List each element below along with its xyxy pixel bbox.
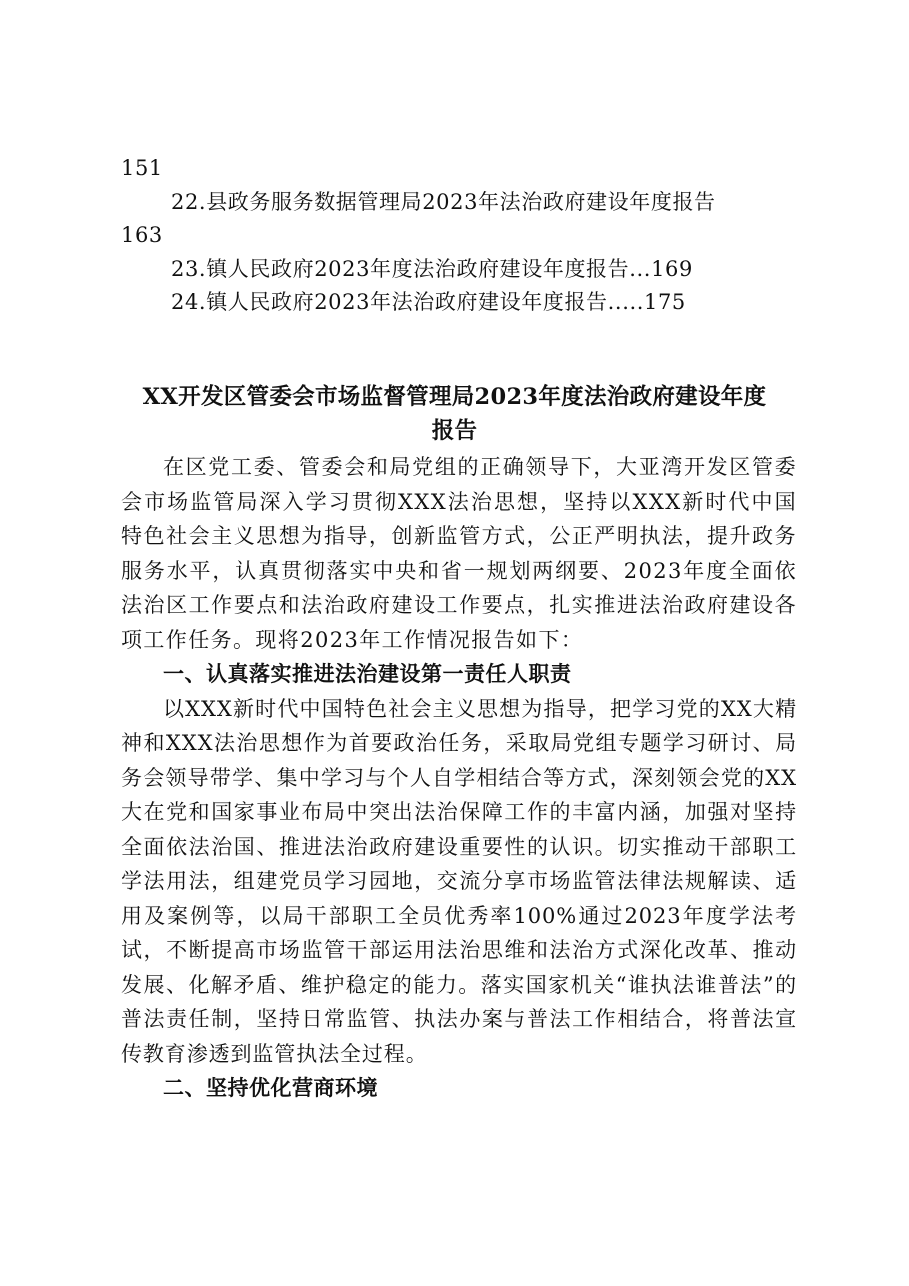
section-heading: 一、认真落实推进法治建设第一责任人职责 — [163, 662, 572, 686]
section-paragraph: 以XXX新时代中国特色社会主义思想为指导，把学习党的XX大精神和XXX法治思想作为首要政治任务，采取局党组专题学习研讨、局务会领导带学、集中学习与个人自学相结合等方式，深刻领会党的XX大在党和国家事业布局中突出法治保障工作的丰富内涵，加强对坚持全面依法治国、推进法治政府建设重要性的认识。切实推动干部职工学法用法，组建党员学习园地，交流分享市场监管法律法规解读、适用及案例等，以局干部职工全员优秀率100%通过2023年度学法考试，不断提高市场监管干部运用法治思维和法治方式深化改革、推动发展、化解矛盾、维护稳定的能力。落实国家机关“谁执法谁普法”的普法责任制，坚持日常监管、执法办案与普法工作相结合，将普法宣传教育渗透到监管执法全过程。 — [121, 696, 797, 1066]
section-heading: 二、坚持优化营商环境 — [163, 1076, 378, 1100]
toc-entry: 22.县政务服务数据管理局2023年法治政府建设年度报告 — [171, 189, 716, 214]
table-of-contents — [121, 152, 801, 320]
document-body — [121, 450, 797, 1106]
toc-page-number: 163 — [121, 223, 163, 247]
toc-entry: 24.镇人民政府2023年法治政府建设年度报告.....175 — [171, 290, 686, 314]
document-title — [100, 380, 809, 448]
toc-entry: 23.镇人民政府2023年度法治政府建设年度报告...169 — [171, 256, 693, 281]
intro-paragraph: 在区党工委、管委会和局党组的正确领导下，大亚湾开发区管委会市场监管局深入学习贯彻XXX法治思想，坚持以XXX新时代中国特色社会主义思想为指导，创新监管方式，公正严明执法，提升政务服务水平，认真贯彻落实中央和省一规划两纲要、2023年度全面依法治区工作要点和法治政府建设工作要点，扎实推进法治政府建设各项工作任务。现将2023年工作情况报告如下： — [121, 455, 797, 652]
toc-page-number: 151 — [121, 156, 163, 180]
document-title-line: 报告 — [431, 418, 478, 444]
document-title-line: XX开发区管委会市场监督管理局2023年度法治政府建设年度 — [142, 384, 767, 410]
